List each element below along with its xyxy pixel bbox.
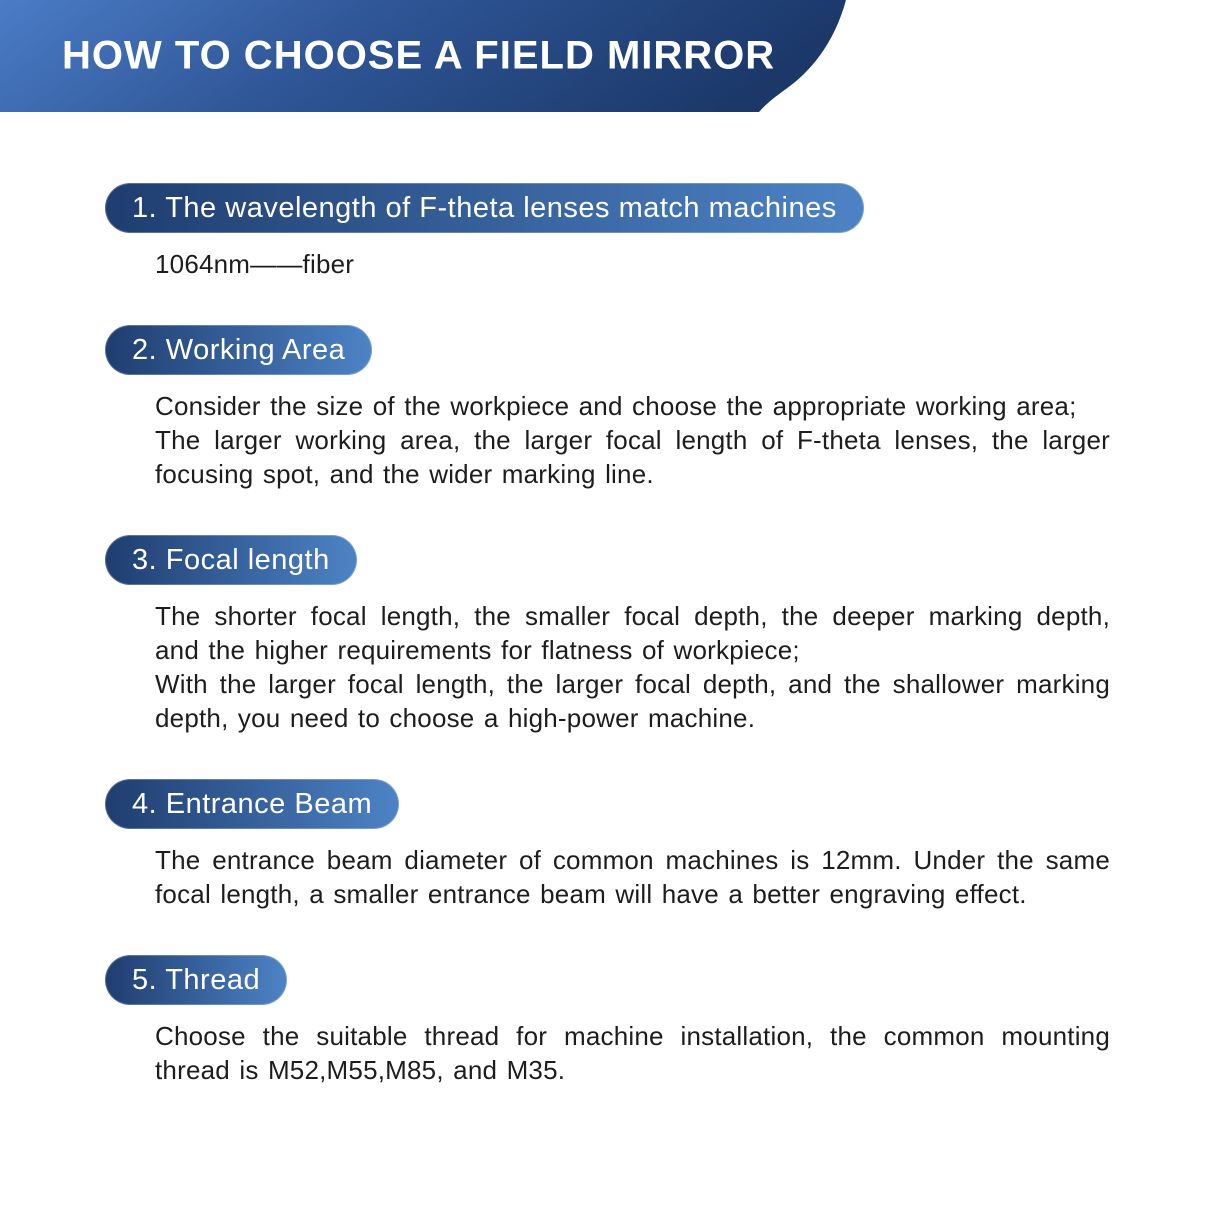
section-2-paragraph: The larger working area, the larger focal length of F-theta lenses, the larger focusing spot, and the wider marking line. [155,425,1110,489]
section-3-heading-pill [105,535,357,585]
section-3-paragraph: The shorter focal length, the smaller focal depth, the deeper marking depth, and the higher requirements for flatness of workpiece; [155,601,1110,665]
section-working-area [0,325,1214,491]
header-banner [0,0,1214,112]
section-2-paragraph: Consider the size of the workpiece and choose the appropriate working area; [155,391,1077,421]
section-1-heading-label: 1. The wavelength of F-theta lenses match machines [132,192,837,224]
section-4-paragraph: The entrance beam diameter of common machines is 12mm. Under the same focal length, a smaller entrance beam will have a better engraving effect. [155,845,1110,909]
content [0,112,1214,1087]
section-focal-length [0,535,1214,735]
section-4-body [155,843,1110,911]
section-5-paragraph: Choose the suitable thread for machine installation, the common mounting thread is M52,M55,M85, and M35. [155,1021,1110,1085]
section-entrance-beam [0,779,1214,911]
page-title: HOW TO CHOOSE A FIELD MIRROR [62,33,776,78]
section-3-heading-label: 3. Focal length [132,544,330,576]
section-5-heading-label: 5. Thread [132,964,261,996]
section-2-heading-pill [105,325,372,375]
section-1-heading-pill [105,183,864,233]
section-3-paragraph: With the larger focal length, the larger focal depth, and the shallower marking depth, you need to choose a high-power machine. [155,669,1110,733]
section-thread [0,955,1214,1087]
section-4-heading-label: 4. Entrance Beam [132,788,373,820]
section-2-body [155,389,1110,491]
section-4-heading-pill [105,779,399,829]
section-1-body [155,247,1110,281]
section-2-heading-label: 2. Working Area [132,334,346,366]
section-wavelength [0,183,1214,281]
section-5-body [155,1019,1110,1087]
section-1-paragraph: 1064nm——fiber [155,249,355,279]
section-3-body [155,599,1110,735]
section-5-heading-pill [105,955,287,1005]
